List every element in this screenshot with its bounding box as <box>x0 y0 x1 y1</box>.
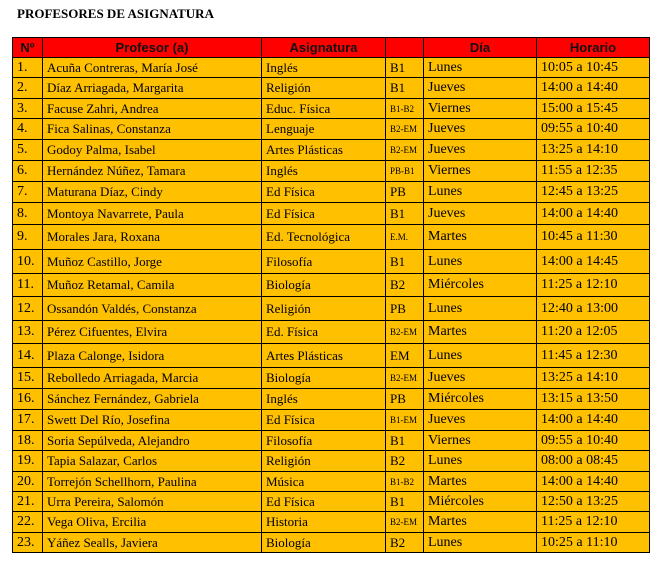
header-profesor: Profesor (a) <box>43 38 262 58</box>
cell-horario: 14:00 a 14:40 <box>537 410 650 431</box>
table-row <box>13 512 650 533</box>
cell-num: 22. <box>13 512 43 533</box>
table-row <box>13 78 650 99</box>
cell-horario: 09:55 a 10:40 <box>537 431 650 451</box>
cell-num: 19. <box>13 451 43 472</box>
cell-nivel: PB <box>386 389 424 410</box>
table-row <box>13 203 650 225</box>
cell-nivel: B1 <box>386 431 424 451</box>
cell-profesor: Maturana Díaz, Cindy <box>43 182 262 203</box>
cell-nivel: B1 <box>386 492 424 512</box>
cell-asignatura: Biología <box>262 368 386 389</box>
cell-profesor: Muñoz Retamal, Camila <box>43 274 262 297</box>
cell-nivel: B1 <box>386 203 424 225</box>
document-title: PROFESORES DE ASIGNATURA <box>17 6 214 21</box>
header-num: Nº <box>13 38 43 58</box>
cell-num: 15. <box>13 368 43 389</box>
table-row <box>13 533 650 553</box>
cell-nivel: B2 <box>386 274 424 297</box>
cell-nivel: B1 <box>386 250 424 274</box>
cell-profesor: Morales Jara, Roxana <box>43 225 262 250</box>
cell-dia: Lunes <box>424 250 537 274</box>
cell-profesor: Tapia Salazar, Carlos <box>43 451 262 472</box>
cell-asignatura: Ed Física <box>262 182 386 203</box>
cell-dia: Martes <box>424 472 537 492</box>
cell-profesor: Ossandón Valdés, Constanza <box>43 297 262 321</box>
cell-dia: Miércoles <box>424 274 537 297</box>
cell-num: 1. <box>13 58 43 78</box>
header-asignatura: Asignatura <box>262 38 386 58</box>
cell-horario: 13:25 a 14:10 <box>537 140 650 161</box>
cell-profesor: Facuse Zahri, Andrea <box>43 99 262 119</box>
cell-horario: 12:50 a 13:25 <box>537 492 650 512</box>
cell-asignatura: Religión <box>262 297 386 321</box>
cell-horario: 11:45 a 12:30 <box>537 344 650 368</box>
cell-profesor: Yáñez Sealls, Javiera <box>43 533 262 553</box>
header-dia: Día <box>424 38 537 58</box>
table-row <box>13 250 650 274</box>
table-row <box>13 368 650 389</box>
cell-profesor: Swett Del Río, Josefina <box>43 410 262 431</box>
cell-asignatura: Artes Plásticas <box>262 344 386 368</box>
cell-profesor: Vega Oliva, Ercilia <box>43 512 262 533</box>
table-row <box>13 99 650 119</box>
cell-asignatura: Ed. Tecnológica <box>262 225 386 250</box>
cell-asignatura: Filosofía <box>262 250 386 274</box>
cell-horario: 09:55 a 10:40 <box>537 119 650 140</box>
cell-nivel: PB-B1 <box>386 161 424 182</box>
cell-num: 12. <box>13 297 43 321</box>
cell-horario: 11:55 a 12:35 <box>537 161 650 182</box>
table-row <box>13 344 650 368</box>
cell-nivel: B2-EM <box>386 140 424 161</box>
cell-dia: Miércoles <box>424 492 537 512</box>
cell-dia: Jueves <box>424 119 537 140</box>
table-row <box>13 140 650 161</box>
cell-dia: Viernes <box>424 161 537 182</box>
cell-asignatura: Ed. Física <box>262 321 386 344</box>
cell-dia: Lunes <box>424 58 537 78</box>
cell-asignatura: Ed Física <box>262 203 386 225</box>
cell-dia: Jueves <box>424 203 537 225</box>
cell-num: 6. <box>13 161 43 182</box>
cell-num: 2. <box>13 78 43 99</box>
table-row <box>13 297 650 321</box>
cell-num: 14. <box>13 344 43 368</box>
cell-horario: 13:25 a 14:10 <box>537 368 650 389</box>
table-row <box>13 182 650 203</box>
cell-nivel: B1-B2 <box>386 99 424 119</box>
cell-profesor: Urra Pereira, Salomón <box>43 492 262 512</box>
cell-nivel: B2-EM <box>386 321 424 344</box>
cell-num: 13. <box>13 321 43 344</box>
teachers-table <box>12 37 650 553</box>
cell-profesor: Sánchez Fernández, Gabriela <box>43 389 262 410</box>
cell-nivel: PB <box>386 182 424 203</box>
table-row <box>13 472 650 492</box>
table-row <box>13 119 650 140</box>
cell-profesor: Hernández Núñez, Tamara <box>43 161 262 182</box>
cell-horario: 11:20 a 12:05 <box>537 321 650 344</box>
cell-horario: 10:25 a 11:10 <box>537 533 650 553</box>
table-row <box>13 410 650 431</box>
cell-asignatura: Lenguaje <box>262 119 386 140</box>
cell-nivel: B1-B2 <box>386 472 424 492</box>
table-row <box>13 225 650 250</box>
cell-dia: Jueves <box>424 410 537 431</box>
cell-horario: 12:45 a 13:25 <box>537 182 650 203</box>
header-nivel <box>386 38 424 58</box>
cell-nivel: B2-EM <box>386 119 424 140</box>
cell-profesor: Pérez Cifuentes, Elvira <box>43 321 262 344</box>
cell-dia: Lunes <box>424 182 537 203</box>
cell-dia: Jueves <box>424 368 537 389</box>
table-row <box>13 161 650 182</box>
cell-num: 7. <box>13 182 43 203</box>
cell-dia: Martes <box>424 512 537 533</box>
cell-profesor: Montoya Navarrete, Paula <box>43 203 262 225</box>
cell-asignatura: Ed Física <box>262 410 386 431</box>
cell-nivel: B2 <box>386 533 424 553</box>
cell-asignatura: Historia <box>262 512 386 533</box>
cell-horario: 10:05 a 10:45 <box>537 58 650 78</box>
table-row <box>13 492 650 512</box>
cell-profesor: Torrejón Schellhorn, Paulina <box>43 472 262 492</box>
cell-num: 4. <box>13 119 43 140</box>
table-row <box>13 58 650 78</box>
cell-horario: 11:25 a 12:10 <box>537 274 650 297</box>
cell-horario: 14:00 a 14:40 <box>537 78 650 99</box>
cell-dia: Martes <box>424 225 537 250</box>
cell-profesor: Acuña Contreras, María José <box>43 58 262 78</box>
table-row <box>13 451 650 472</box>
table-row <box>13 431 650 451</box>
cell-nivel: B1 <box>386 78 424 99</box>
cell-num: 23. <box>13 533 43 553</box>
cell-num: 9. <box>13 225 43 250</box>
cell-asignatura: Ed Física <box>262 492 386 512</box>
cell-dia: Lunes <box>424 344 537 368</box>
table-row <box>13 274 650 297</box>
cell-profesor: Fica Salinas, Constanza <box>43 119 262 140</box>
cell-profesor: Rebolledo Arriagada, Marcia <box>43 368 262 389</box>
cell-nivel: E.M. <box>386 225 424 250</box>
cell-dia: Lunes <box>424 451 537 472</box>
cell-horario: 13:15 a 13:50 <box>537 389 650 410</box>
cell-profesor: Plaza Calonge, Isidora <box>43 344 262 368</box>
table-row <box>13 321 650 344</box>
cell-dia: Viernes <box>424 431 537 451</box>
cell-num: 16. <box>13 389 43 410</box>
cell-dia: Lunes <box>424 297 537 321</box>
cell-num: 18. <box>13 431 43 451</box>
header-horario: Horario <box>537 38 650 58</box>
cell-horario: 08:00 a 08:45 <box>537 451 650 472</box>
cell-dia: Miércoles <box>424 389 537 410</box>
cell-nivel: B2-EM <box>386 512 424 533</box>
cell-asignatura: Biología <box>262 274 386 297</box>
cell-profesor: Godoy Palma, Isabel <box>43 140 262 161</box>
cell-nivel: B2 <box>386 451 424 472</box>
cell-horario: 10:45 a 11:30 <box>537 225 650 250</box>
cell-horario: 14:00 a 14:45 <box>537 250 650 274</box>
cell-nivel: EM <box>386 344 424 368</box>
cell-dia: Jueves <box>424 140 537 161</box>
table-header-row <box>13 38 650 58</box>
cell-profesor: Soria Sepúlveda, Alejandro <box>43 431 262 451</box>
cell-asignatura: Inglés <box>262 389 386 410</box>
cell-num: 21. <box>13 492 43 512</box>
cell-asignatura: Biología <box>262 533 386 553</box>
cell-num: 17. <box>13 410 43 431</box>
cell-horario: 15:00 a 15:45 <box>537 99 650 119</box>
cell-num: 3. <box>13 99 43 119</box>
cell-dia: Martes <box>424 321 537 344</box>
cell-nivel: PB <box>386 297 424 321</box>
cell-asignatura: Religión <box>262 78 386 99</box>
cell-asignatura: Educ. Física <box>262 99 386 119</box>
cell-profesor: Muñoz Castillo, Jorge <box>43 250 262 274</box>
cell-num: 10. <box>13 250 43 274</box>
cell-horario: 14:00 a 14:40 <box>537 472 650 492</box>
cell-nivel: B2-EM <box>386 368 424 389</box>
cell-dia: Viernes <box>424 99 537 119</box>
cell-num: 5. <box>13 140 43 161</box>
cell-dia: Lunes <box>424 533 537 553</box>
cell-asignatura: Filosofía <box>262 431 386 451</box>
cell-dia: Jueves <box>424 78 537 99</box>
cell-asignatura: Religión <box>262 451 386 472</box>
cell-num: 8. <box>13 203 43 225</box>
cell-profesor: Díaz Arriagada, Margarita <box>43 78 262 99</box>
cell-asignatura: Música <box>262 472 386 492</box>
cell-nivel: B1 <box>386 58 424 78</box>
cell-num: 20. <box>13 472 43 492</box>
cell-asignatura: Inglés <box>262 161 386 182</box>
cell-horario: 12:40 a 13:00 <box>537 297 650 321</box>
cell-num: 11. <box>13 274 43 297</box>
cell-horario: 14:00 a 14:40 <box>537 203 650 225</box>
cell-asignatura: Artes Plásticas <box>262 140 386 161</box>
table-row <box>13 389 650 410</box>
cell-asignatura: Inglés <box>262 58 386 78</box>
cell-nivel: B1-EM <box>386 410 424 431</box>
cell-horario: 11:25 a 12:10 <box>537 512 650 533</box>
